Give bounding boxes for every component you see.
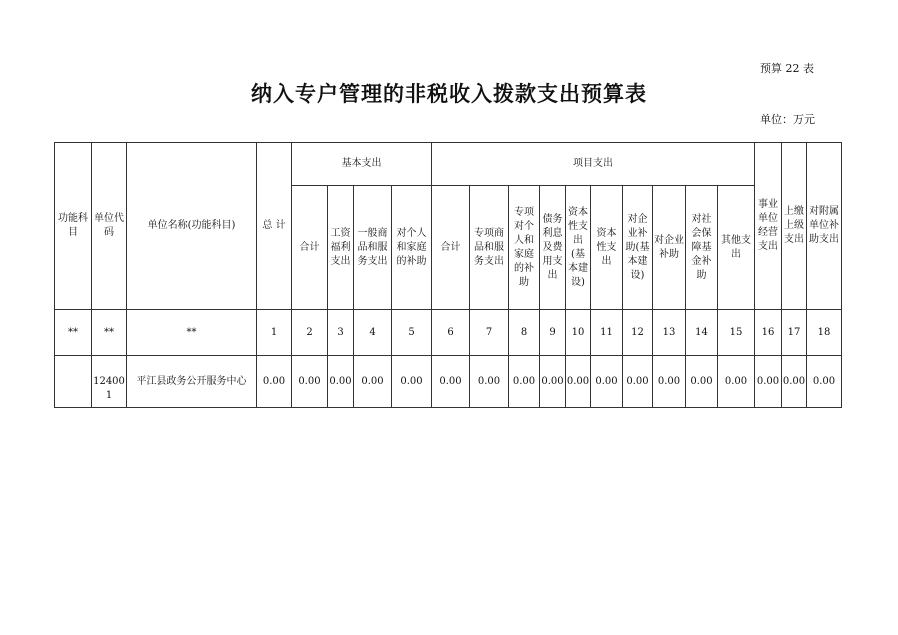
index-cell: 12 xyxy=(623,310,653,356)
unit-label: 单位：万元 xyxy=(760,113,815,126)
index-row xyxy=(55,310,842,356)
table-row xyxy=(55,356,842,408)
index-cell: 8 xyxy=(509,310,540,356)
index-cell: 5 xyxy=(392,310,432,356)
index-cell: ** xyxy=(127,310,257,356)
index-cell: 16 xyxy=(755,310,782,356)
col-func-code: 功能科目 xyxy=(55,143,92,310)
index-cell: 13 xyxy=(653,310,686,356)
col-operating: 事业单位经营支出 xyxy=(755,143,782,310)
group-basic-expenditure: 基本支出 xyxy=(292,143,432,186)
index-cell: 9 xyxy=(540,310,566,356)
col-to-superior: 上缴上级支出 xyxy=(782,143,807,310)
col-goods-services: 一般商品和服务支出 xyxy=(354,186,392,310)
col-capital-build: 资本性支出(基本建设) xyxy=(566,186,591,310)
budget-table xyxy=(54,142,842,408)
cell-value: 0.00 xyxy=(782,356,807,408)
col-salary: 工资福利支出 xyxy=(328,186,354,310)
col-project-sum: 合计 xyxy=(432,186,470,310)
col-total: 总 计 xyxy=(257,143,292,310)
group-project-expenditure: 项目支出 xyxy=(432,143,755,186)
col-social-security: 对社会保障基金补助 xyxy=(686,186,718,310)
cell-value: 0.00 xyxy=(807,356,842,408)
index-cell: 15 xyxy=(718,310,755,356)
cell-value: 0.00 xyxy=(392,356,432,408)
index-cell: 1 xyxy=(257,310,292,356)
col-basic-sum: 合计 xyxy=(292,186,328,310)
form-number: 预算 22 表 xyxy=(760,62,814,75)
page-title: 纳入专户管理的非税收入拨款支出预算表 xyxy=(251,82,647,106)
cell-value: 0.00 xyxy=(292,356,328,408)
col-debt-interest: 债务利息及费用支出 xyxy=(540,186,566,310)
col-special-goods: 专项商品和服务支出 xyxy=(470,186,509,310)
col-unit-name: 单位名称(功能科目) xyxy=(127,143,257,310)
index-cell: 17 xyxy=(782,310,807,356)
index-cell: ** xyxy=(92,310,127,356)
cell-value: 0.00 xyxy=(509,356,540,408)
index-cell: 2 xyxy=(292,310,328,356)
col-special-individuals: 专项对个人和家庭的补助 xyxy=(509,186,540,310)
col-unit-code: 单位代码 xyxy=(92,143,127,310)
index-cell: 3 xyxy=(328,310,354,356)
cell-value: 0.00 xyxy=(623,356,653,408)
index-cell: 14 xyxy=(686,310,718,356)
cell-value: 0.00 xyxy=(540,356,566,408)
index-cell: 6 xyxy=(432,310,470,356)
col-to-individuals: 对个人和家庭的补助 xyxy=(392,186,432,310)
cell-value: 0.00 xyxy=(257,356,292,408)
index-cell: 10 xyxy=(566,310,591,356)
cell-value: 0.00 xyxy=(718,356,755,408)
col-enterprise-build: 对企业补助(基本建设) xyxy=(623,186,653,310)
index-cell: 11 xyxy=(591,310,623,356)
index-cell: 7 xyxy=(470,310,509,356)
index-cell: 4 xyxy=(354,310,392,356)
col-capital: 资本性支出 xyxy=(591,186,623,310)
cell-value: 0.00 xyxy=(591,356,623,408)
cell-value: 0.00 xyxy=(354,356,392,408)
cell-value: 0.00 xyxy=(653,356,686,408)
cell-unit-name: 平江县政务公开服务中心 xyxy=(127,356,257,408)
index-cell: 18 xyxy=(807,310,842,356)
cell-value: 0.00 xyxy=(470,356,509,408)
col-other: 其他支出 xyxy=(718,186,755,310)
cell-value: 0.00 xyxy=(328,356,354,408)
col-enterprise: 对企业补助 xyxy=(653,186,686,310)
cell-unit-code: 124001 xyxy=(92,356,127,408)
cell-value: 0.00 xyxy=(686,356,718,408)
index-cell: ** xyxy=(55,310,92,356)
col-affiliated: 对附属单位补助支出 xyxy=(807,143,842,310)
cell-value: 0.00 xyxy=(432,356,470,408)
cell-value: 0.00 xyxy=(566,356,591,408)
cell-value: 0.00 xyxy=(755,356,782,408)
cell-func-code xyxy=(55,356,92,408)
